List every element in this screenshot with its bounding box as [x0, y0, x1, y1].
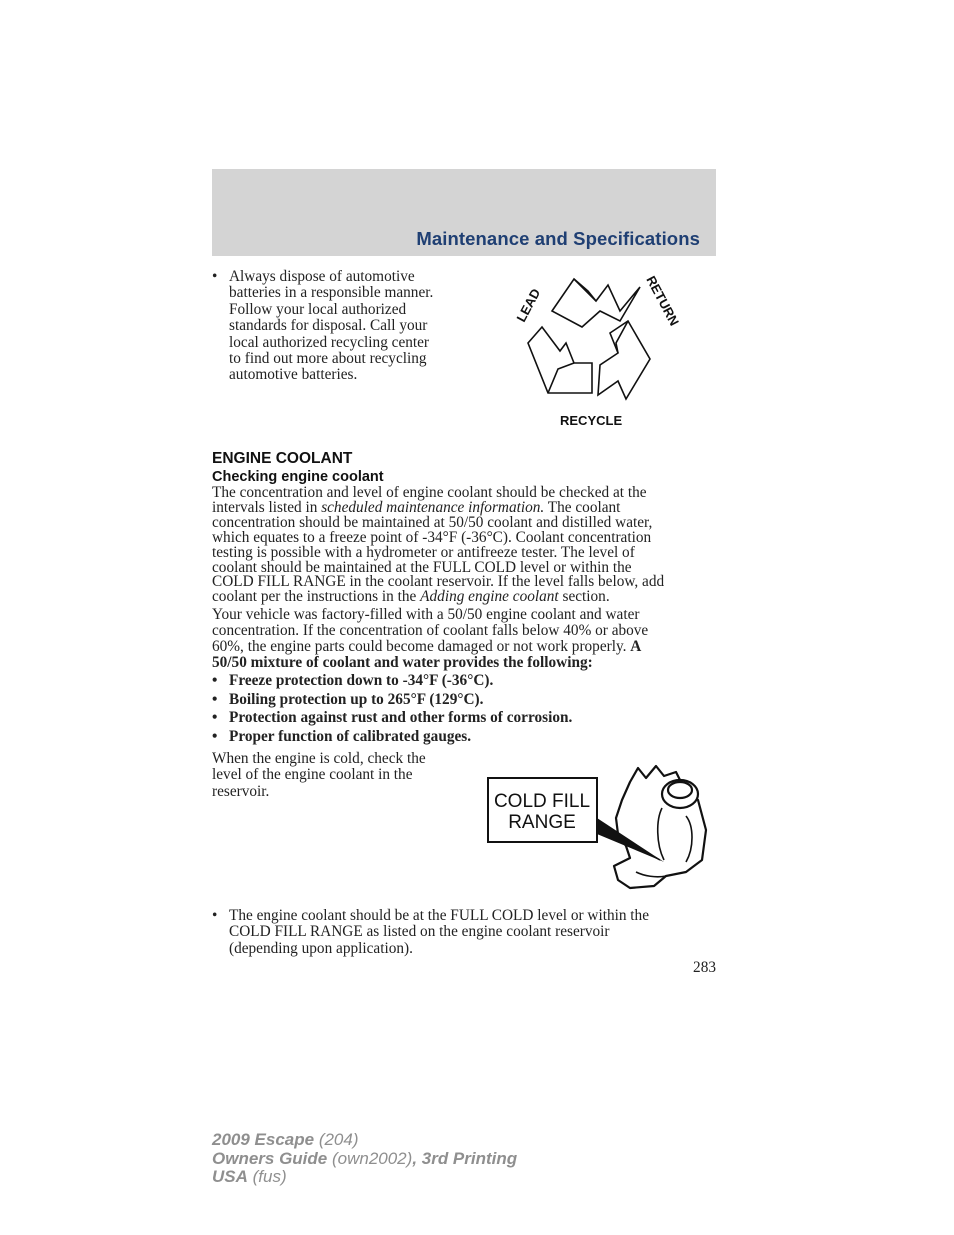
section-subtitle: Checking engine coolant: [212, 469, 384, 485]
coolant-check-paragraph: The concentration and level of engine coolant should be checked at the intervals listed in scheduled maintenance information. The coolant concentration should be maintained at 50/50 coolant and distilled water, which equates to a freeze point of -34°F (-36°C). Coolant concentration testing is possible with a hydrometer or antifreeze tester. The level of coolant should be maintained at the FULL COLD level or within the COLD FILL RANGE in the coolant reservoir. If the level falls below, add coolant per the instructions in the Adding engine coolant section.: [212, 484, 665, 606]
cold-fill-label-line1: COLD FILL: [493, 791, 591, 812]
recycle-label-recycle: RECYCLE: [560, 413, 623, 428]
recycle-arrow-top: [552, 279, 640, 327]
recycle-arrow-left: [528, 327, 592, 393]
coolant-benefits-list: [212, 673, 707, 747]
coolant-level-bullet: [212, 908, 707, 960]
coolant-reservoir-figure: [480, 760, 716, 892]
recycle-symbol-figure: [500, 265, 700, 435]
recycle-arrow-right: [598, 321, 650, 399]
list-item: • Protection against rust and other forms of corrosion.: [212, 709, 573, 726]
factory-fill-paragraph: Your vehicle was factory-filled with a 50/50 engine coolant and water concentration. If the concentration of coolant falls below 40% or above 60%, the engine parts could become damaged or not work properly. A 50/50 mixture of coolant and water provides the following:: [212, 606, 649, 672]
battery-disposal-bullet: [212, 269, 472, 387]
coolant-level-text: The engine coolant should be at the FULL COLD level or within the COLD FILL RANGE as listed on the engine coolant reservoir (depending upon application).: [229, 907, 649, 957]
list-item: • Boiling protection up to 265°F (129°C).: [212, 690, 484, 708]
recycle-label-return: RETURN: [643, 273, 683, 329]
recycle-label-lead: LEAD: [513, 286, 544, 325]
bullet-dot: •: [212, 907, 218, 924]
page-number: 283: [693, 959, 716, 976]
section-title: ENGINE COOLANT: [212, 450, 353, 467]
battery-disposal-text: Always dispose of automotive batteries in a responsible manner. Follow your local authorized standards for disposal. Call your local authorized recycling center to find out more about recycling automotive batteries.: [229, 268, 434, 384]
document-footer: 2009 Escape (204) Owners Guide (own2002), 3rd Printing USA (fus): [212, 1130, 518, 1186]
list-item: • Proper function of calibrated gauges.: [212, 727, 472, 745]
section-header-band: [212, 169, 716, 256]
bullet-dot: •: [212, 268, 218, 285]
section-header-title: Maintenance and Specifications: [416, 228, 700, 249]
cold-check-paragraph: When the engine is cold, check the level of the engine coolant in the reservoir.: [212, 750, 426, 800]
cold-fill-label-line2: RANGE: [508, 812, 576, 833]
list-item: • Freeze protection down to -34°F (-36°C).: [212, 672, 494, 689]
